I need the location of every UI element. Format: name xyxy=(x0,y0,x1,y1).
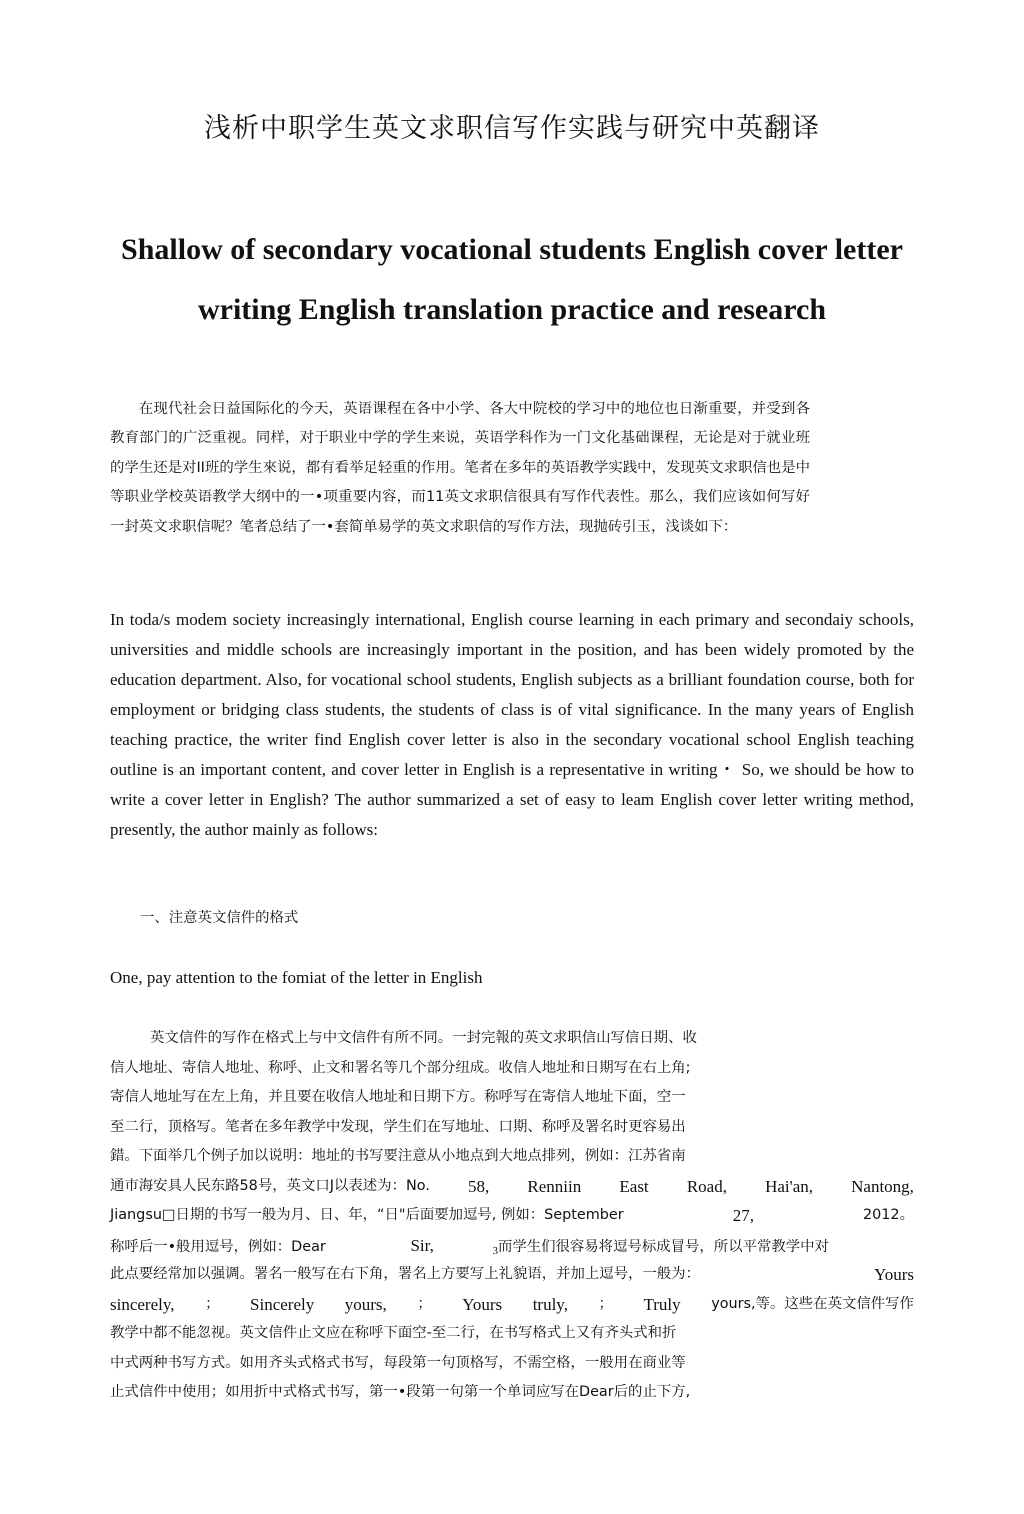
text-line-mixed xyxy=(110,1231,914,1261)
text-line-justified xyxy=(110,1290,914,1320)
text-line-justified xyxy=(110,1172,914,1202)
chinese-title: 浅析中职学生英文求职信写作实践与研究中英翻译 xyxy=(204,113,820,144)
text-segment: Sincerely xyxy=(250,1294,315,1314)
text-segment: East xyxy=(619,1176,649,1196)
text-segment: sincerely, xyxy=(110,1294,175,1314)
text-segment: Truly xyxy=(643,1294,681,1314)
text-segment: 3 xyxy=(492,1245,498,1258)
text-line: 止式信件中使用；如用折中式格式书写，第一•段第一句第一个单词应写在Dear后的止下方, xyxy=(110,1384,691,1400)
text-segment: truly, xyxy=(532,1294,568,1314)
text-segment: Nantong, xyxy=(851,1176,914,1196)
paragraph-1-chinese: 在现代社会日益国际化的今天，英语课程在各中小学、各大中院校的学习中的地位也日渐重要，并受到各教育部门的广泛重视。同样，对于职业中学的学生来说，英语学科作为一门文化基础课程，无论是对于就业班的学生还是对II班的学生來说，都有看举足轻重的作用。笔者在多年的英语教学实践中，发现英文求职信也是中等职业学校英语教学大纲中的一•项重要内容，而11英文求职信很具有写作代表性。那么，我们应该如何写好一封英文求职信呢？笔者总结了一•套简单易学的英文求职信的写作方法，现抛砖引玉，浅谈如下： xyxy=(110,401,810,535)
text-segment: ； xyxy=(205,1295,220,1312)
text-segment: yours,等。这些在英文信件写作 xyxy=(711,1295,914,1312)
text-segment: Renniin xyxy=(527,1176,582,1196)
text-line: 至二行，顶格写。笔者在多年教学中发现，学生们在写地址、口期、称呼及署名时更容易出 xyxy=(110,1118,686,1135)
text-segment: 而学生们很容易将逗号标成冒号，所以平常教学中对 xyxy=(497,1238,829,1255)
text-segment: 2012。 xyxy=(862,1207,914,1223)
text-segment: Yours xyxy=(874,1265,914,1284)
text-segment: yours, xyxy=(344,1294,387,1314)
section-heading-english: One, pay attention to the fomiat of the letter in English xyxy=(110,968,483,987)
text-line: 信人地址、寄信人地址、称呼、止文和署名等几个部分纽成。收信人地址和日期写在右上角; xyxy=(110,1059,691,1076)
text-segment: Hai'an, xyxy=(765,1176,813,1196)
text-line: 中式两种书写方式。如用齐头式格式书写，每段第一句顶格写，不需空格，一般用在商业等 xyxy=(110,1354,686,1371)
paragraph-2-mixed xyxy=(110,1024,914,1408)
text-line: 錯。下面举几个例子加以说明：地址的书写要注意从小地点到大地点排列，例如：江苏省南 xyxy=(110,1148,686,1164)
text-segment: Jiangsu□日期的书写一般为月、日、年，“日"后面要加逗号, 例如：September xyxy=(110,1207,624,1223)
paragraph-1-english: In toda/s modem society increasingly international, English course learning in each primary and secondaiy schools, universities and middle schools are increasingly important in the position, and has been widely promoted by the education department. Also, for vocational school students, English subjects as a brilliant foundation course, both for employment or bridging class students, the students of class is of vital significance. In the many years of English teaching practice, the writer find English cover letter is also in the secondary vocational school English teaching outline is an important content, and cover letter in English is a representative in writing・ So, we should be how to write a cover letter in English? The author summarized a set of easy to leam English cover letter writing method, presently, the author mainly as follows: xyxy=(110,610,914,839)
text-line: 教学中都不能忽视。英文信件止文应在称呼下面空-至二行，在书写格式上又有齐头式和折 xyxy=(110,1325,677,1341)
text-segment xyxy=(110,1172,430,1202)
text-segment: Road, xyxy=(686,1176,727,1196)
text-fragment: 通市海安具人民东路58号，英文口J以表述为：No. xyxy=(110,1177,430,1194)
text-line-justified xyxy=(110,1201,914,1231)
text-segment: 此点要经常加以强调。署名一般写在右下角，署名上方要写上礼貌语，并加上逗号，一般为： xyxy=(110,1266,701,1282)
text-line: 英文信件的写作在格式上与中文信件有所不同。一封完報的英文求职信山写信日期、收 xyxy=(150,1030,697,1046)
text-segment: 27, xyxy=(732,1206,754,1225)
text-segment: 58, xyxy=(468,1176,490,1196)
english-title: Shallow of secondary vocational students English cover letter writing English translation practice and research xyxy=(121,233,903,326)
text-line-justified xyxy=(110,1260,914,1290)
text-segment: 称呼后一•般用逗号，例如：Dear xyxy=(110,1238,326,1255)
section-heading-chinese: 一、注意英文信件的格式 xyxy=(140,910,299,926)
text-segment: ； xyxy=(417,1295,432,1312)
text-segment: ； xyxy=(598,1295,613,1312)
text-segment: Sir, xyxy=(410,1235,434,1255)
text-line: 寄信人地址写在左上角，并且要在收信人地址和日期下方。称呼写在寄信人地址下面，空一 xyxy=(110,1089,686,1105)
text-segment: Yours xyxy=(462,1294,503,1314)
